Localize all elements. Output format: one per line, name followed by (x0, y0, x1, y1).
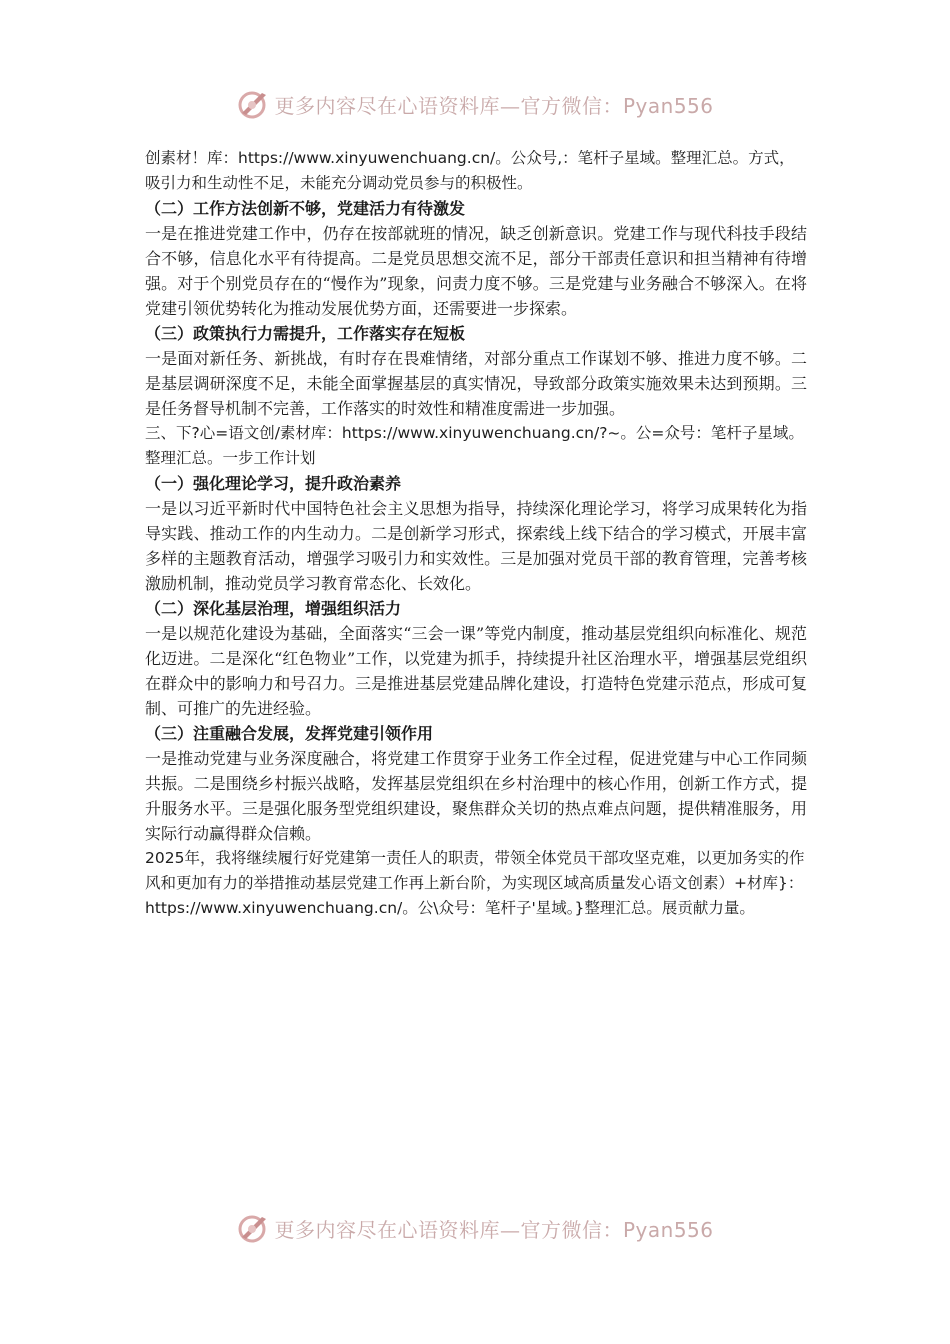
brush-logo-icon (236, 1211, 270, 1245)
document-body (145, 146, 807, 921)
plan-heading-2: （二）深化基层治理，增强组织活力 (145, 599, 402, 618)
paragraph-integration: 一是推动党建与业务深度融合，将党建工作贯穿于业务工作全过程，促进党建与中心工作同频共振。二是围绕乡村振兴战略，发挥基层党组织在乡村治理中的核心作用，创新工作方式，提升服务水平。三是强化服务型党组织建设，聚焦群众关切的热点难点问题，提供精准服务，用实际行动赢得群众信赖。 (145, 749, 807, 843)
section-heading-2: （二）工作方法创新不够，党建活力有待激发 (145, 199, 466, 218)
plan-heading-1: （一）强化理论学习，提升政治素养 (145, 474, 402, 493)
paragraph-plan-title: 三、下?心=语文创/素材库：https://www.xinyuwenchuang.cn/?~。公=众号：笔杆子星域。整理汇总。一步工作计划 (145, 424, 804, 467)
wechat-id: Pyan556 (622, 1217, 714, 1242)
banner-text: 更多内容尽在心语资料库—官方微信：Pyan556 (274, 1217, 714, 1242)
paragraph-method: 一是在推进党建工作中，仍存在按部就班的情况，缺乏创新意识。党建工作与现代科技手段结合不够，信息化水平有待提高。二是党员思想交流不足，部分干部责任意识和担当精神有待增强。对于个别党员存在的“慢作为”现象，问责力度不够。三是党建与业务融合不够深入。在将党建引领优势转化为推动发展优势方面，还需要进一步探索。 (145, 224, 807, 318)
footer-watermark-banner (0, 1208, 950, 1248)
plan-heading-3: （三）注重融合发展，发挥党建引领作用 (145, 724, 434, 743)
header-watermark-banner (0, 84, 950, 124)
banner-text: 更多内容尽在心语资料库—官方微信：Pyan556 (274, 93, 714, 118)
paragraph-governance: 一是以规范化建设为基础，全面落实“三会一课”等党内制度，推动基层党组织向标准化、规范化迈进。二是深化“红色物业”工作，以党建为抓手，持续提升社区治理水平，增强基层党组织在群众中的影响力和号召力。三是推进基层党建品牌化建设，打造特色党建示范点，形成可复制、可推广的先进经验。 (145, 624, 807, 718)
paragraph-intro: 创素材！库：https://www.xinyuwenchuang.cn/。公众号,：笔杆子星域。整理汇总。方式，吸引力和生动性不足，未能充分调动党员参与的积极性。 (145, 149, 795, 192)
paragraph-closing: 2025年，我将继续履行好党建第一责任人的职责，带领全体党员干部攻坚克难，以更加务实的作风和更加有力的举措推动基层党建工作再上新台阶，为实现区域高质量发心语文创素）+材库}：https://www.xinyuwenchuang.cn/。公\众号：笔杆子'星域。}整理汇总。展贡献力量。 (145, 849, 805, 917)
wechat-id: Pyan556 (622, 93, 714, 118)
section-heading-3: （三）政策执行力需提升，工作落实存在短板 (145, 324, 466, 343)
brush-logo-icon (236, 87, 270, 121)
paragraph-execution: 一是面对新任务、新挑战，有时存在畏难情绪，对部分重点工作谋划不够、推进力度不够。二是基层调研深度不足，未能全面掌握基层的真实情况，导致部分政策实施效果未达到预期。三是任务督导机制不完善，工作落实的时效性和精准度需进一步加强。 (145, 349, 807, 418)
paragraph-theory: 一是以习近平新时代中国特色社会主义思想为指导，持续深化理论学习，将学习成果转化为指导实践、推动工作的内生动力。二是创新学习形式，探索线上线下结合的学习模式，开展丰富多样的主题教育活动，增强学习吸引力和实效性。三是加强对党员干部的教育管理，完善考核激励机制，推动党员学习教育常态化、长效化。 (145, 499, 807, 593)
